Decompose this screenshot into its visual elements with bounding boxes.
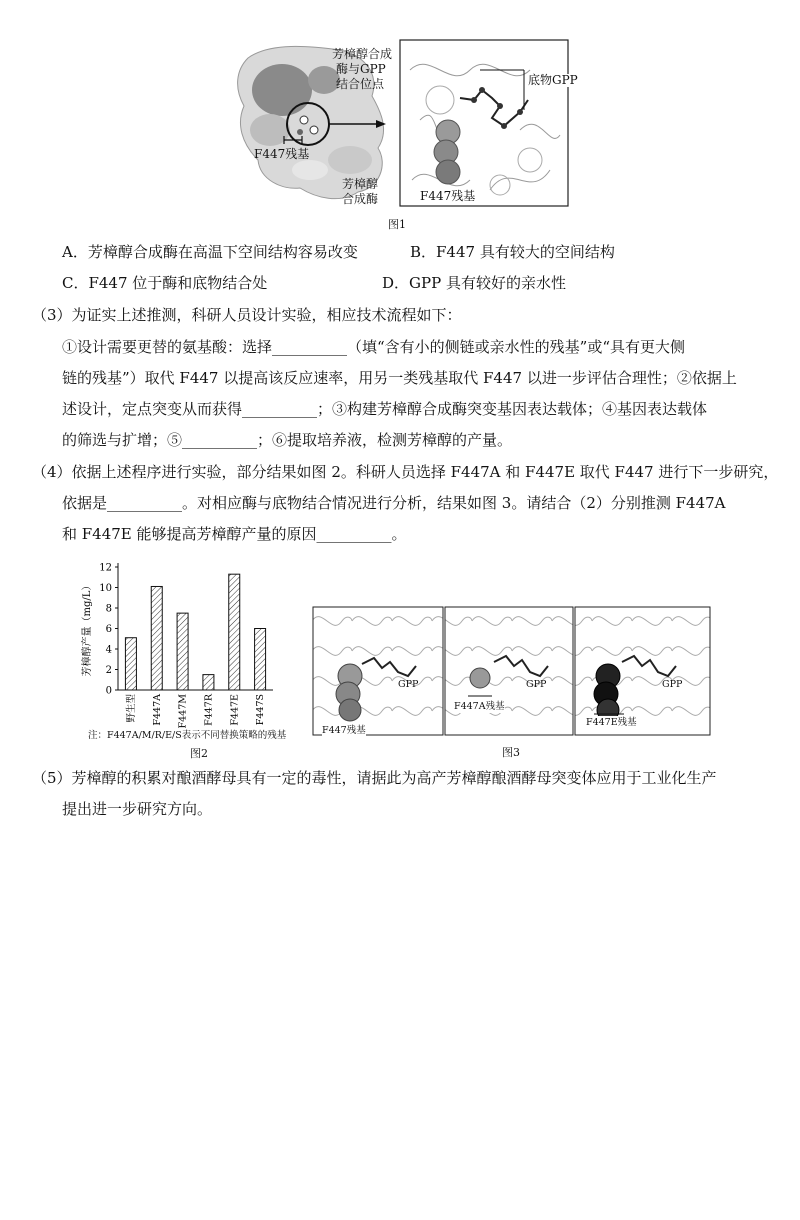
q3-line-1: （3）为证实上述推测，科研人员设计实验，相应技术流程如下： (32, 306, 462, 324)
y-tick-label: 4 (105, 644, 112, 656)
q3-line-2: ①设计需要更替的氨基酸：选择__________（填“含有小的侧链或亲水性的残基”或“具有更大侧 (62, 338, 686, 356)
y-tick-label: 12 (99, 562, 112, 574)
q3-line-4: 述设计，定点突变从而获得__________；③构建芳樟醇合成酶突变基因表达载体；④基因表达载体 (62, 400, 708, 418)
bar-F447M (177, 613, 188, 690)
y-tick-label: 10 (99, 583, 112, 594)
option-b: B．F447 具有较大的空间结构 (410, 243, 615, 261)
q5-line-1: （5）芳樟醇的积累对酿酒酵母具有一定的毒性，请据此为高产芳樟醇酿酒酵母突变体应用于工业化生产 (32, 769, 717, 787)
figure-1 (230, 40, 578, 231)
bar-F447A (151, 586, 162, 690)
site-label-line2: 酶与GPP (336, 62, 386, 76)
option-d: D．GPP 具有较好的亲水性 (382, 274, 566, 292)
gpp-label: 底物GPP (528, 73, 578, 87)
x-tick-label: F447M (177, 694, 189, 729)
q5-line-2: 提出进一步研究方向。 (62, 800, 213, 818)
enzyme-label-line1: 芳樟醇 (342, 177, 379, 191)
f447-label-left: F447残基 (254, 147, 310, 161)
site-label-line3: 结合位点 (336, 77, 385, 91)
y-tick-label: 0 (105, 685, 112, 697)
fig3-p1-residue: F447残基 (322, 725, 366, 736)
q3-line-3: 链的残基”）取代 F447 以提高该反应速率，用另一类残基取代 F447 以进一步评估合理性；②依据上 (62, 369, 737, 387)
x-tick-label: F447S (255, 694, 267, 726)
fig3-p2-residue: F447A残基 (454, 701, 505, 712)
fig3-p2-gpp: GPP (526, 679, 547, 690)
enzyme-structure-image (400, 40, 568, 206)
figure-3 (312, 606, 712, 758)
figure-2 (80, 555, 310, 760)
x-tick-label: F447R (203, 694, 215, 726)
y-axis-label: 芳樟醇产量（mg/L） (82, 580, 93, 677)
figure-1-caption: 图1 (388, 218, 406, 231)
f447-label-right: F447残基 (420, 189, 476, 203)
x-tick-label: 野生型 (125, 694, 137, 723)
fig3-p1-gpp: GPP (398, 679, 419, 690)
y-tick-label: 6 (105, 624, 112, 635)
fig3-p3-gpp: GPP (662, 679, 683, 690)
q4-line-1: （4）依据上述程序进行实验，部分结果如图 2。科研人员选择 F447A 和 F447E 取代 F447 进行下一步研究， (32, 463, 779, 481)
figure-3-caption: 图3 (502, 746, 520, 759)
q4-line-3: 和 F447E 能够提高芳樟醇产量的原因__________。 (62, 525, 407, 543)
site-label-line1: 芳樟醇合成 (332, 47, 393, 61)
option-a: A．芳樟醇合成酶在高温下空间结构容易改变 (62, 243, 358, 261)
bar-野生型 (125, 638, 136, 690)
bar-F447S (255, 629, 266, 691)
enzyme-label-line2: 合成酶 (342, 192, 379, 206)
x-tick-label: F447E (229, 694, 241, 726)
fig3-p3-residue: F447E残基 (586, 717, 637, 728)
q3-line-5: 的筛选与扩增；⑤__________；⑥提取培养液，检测芳樟醇的产量。 (62, 431, 513, 449)
chart-note: 注：F447A/M/R/E/S表示不同替换策略的残基 (88, 730, 287, 741)
bar-F447E (229, 574, 240, 690)
x-tick-label: F447A (151, 694, 163, 726)
figure-2-caption: 图2 (190, 747, 208, 760)
structure-panels (312, 606, 712, 736)
y-tick-label: 8 (105, 603, 112, 615)
option-c: C．F447 位于酶和底物结合处 (62, 274, 268, 292)
y-tick-label: 2 (105, 665, 112, 676)
q4-line-2: 依据是__________。对相应酶与底物结合情况进行分析，结果如图 3。请结合（2）分别推测 F447A (62, 494, 726, 512)
bar-F447R (203, 675, 214, 690)
